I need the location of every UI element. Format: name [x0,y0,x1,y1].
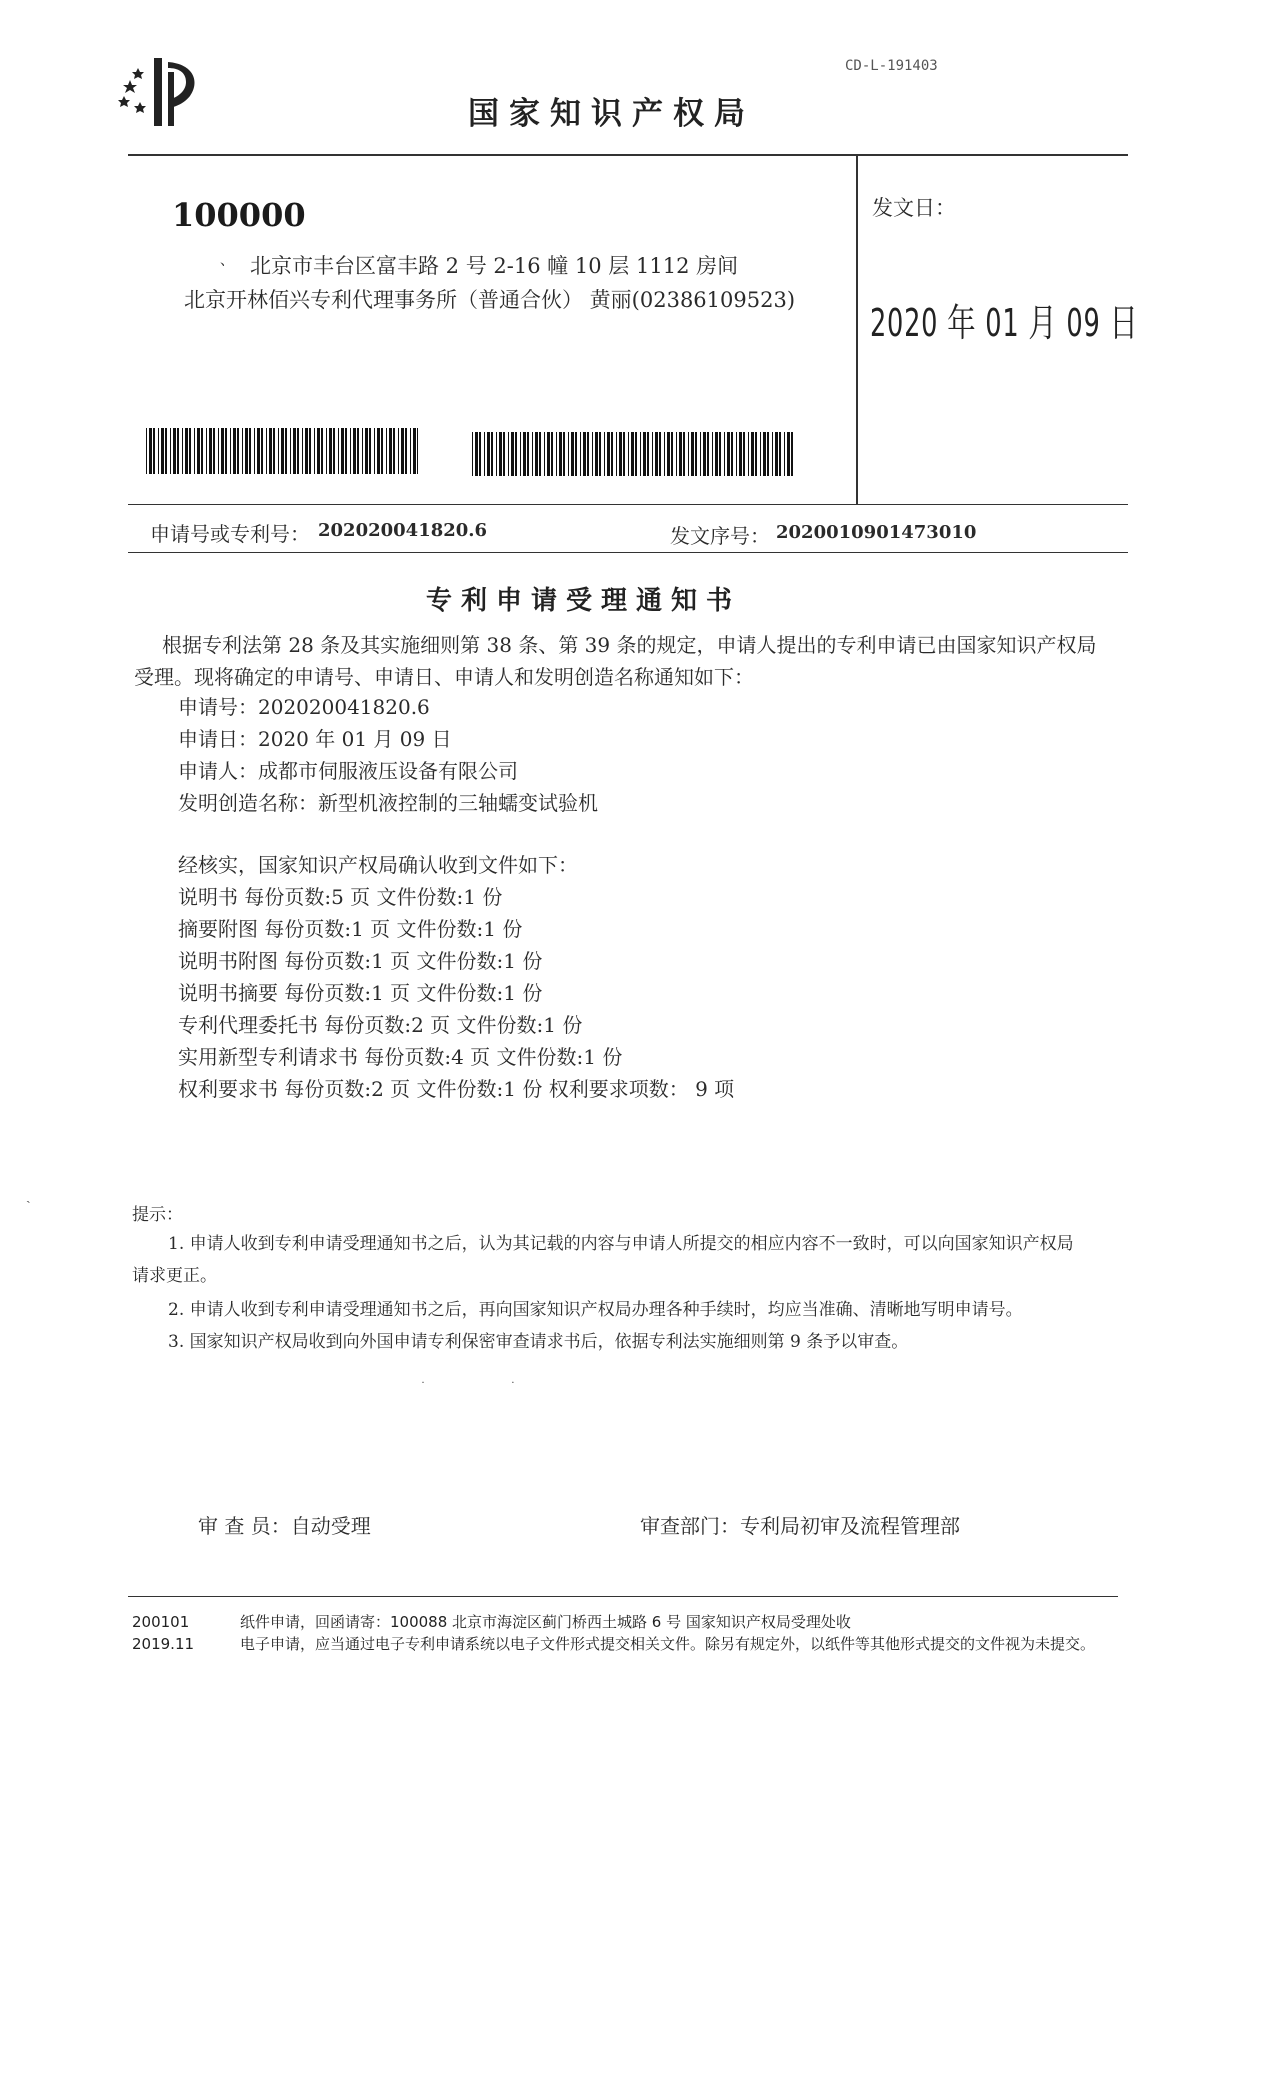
form-version-date: 2019.11 [132,1635,195,1653]
tip-item-continued: 请求更正。 [132,1266,217,1286]
divider [128,504,1128,505]
examiner: 审 查 员：自动受理 [198,1514,371,1538]
barcode [146,428,418,474]
tip-item: 3. 国家知识产权局收到向外国申请专利保密审查请求书后，依据专利法实施细则第 9 条予以审查。 [168,1332,909,1352]
file-entry: 权利要求书 每份页数:2 页 文件份数:1 份 权利要求项数： 9 项 [178,1077,735,1101]
tips-label: 提示： [132,1205,183,1225]
field-application-number: 申请号：202020041820.6 [178,695,430,719]
file-entry: 实用新型专利请求书 每份页数:4 页 文件份数:1 份 [178,1045,623,1069]
field-invention-title: 发明创造名称：新型机液控制的三轴蠕变试验机 [178,791,598,815]
notice-title: 专利申请受理通知书 [426,586,742,616]
send-number-label: 发文序号： [670,524,770,548]
verify-line: 经核实，国家知识产权局确认收到文件如下： [178,853,578,877]
electronic-filing-note: 电子申请，应当通过电子专利申请系统以电子文件形式提交相关文件。除另有规定外，以纸件等其他形式提交的文件视为未提交。 [240,1635,1096,1653]
recipient-agency: 北京开林佰兴专利代理事务所（普通合伙） 黄丽(02386109523) [184,288,796,312]
paper-filing-note: 纸件申请，回函请寄：100088 北京市海淀区蓟门桥西土城路 6 号 国家知识产权局受理处收 [240,1613,851,1631]
document-code: CD-L-191403 [845,58,938,74]
intro-text: 受理。现将确定的申请号、申请日、申请人和发明创造名称通知如下： [134,665,754,689]
file-entry: 说明书 每份页数:5 页 文件份数:1 份 [178,885,503,909]
examining-department: 审查部门：专利局初审及流程管理部 [640,1514,960,1538]
file-entry: 说明书摘要 每份页数:1 页 文件份数:1 份 [178,981,543,1005]
tip-item: 1. 申请人收到专利申请受理通知书之后，认为其记载的内容与申请人所提交的相应内容不一致时，可以向国家知识产权局 [168,1234,1074,1254]
file-entry: 说明书附图 每份页数:1 页 文件份数:1 份 [178,949,543,973]
field-applicant: 申请人：成都市伺服液压设备有限公司 [178,759,518,783]
send-date-label: 发文日： [872,196,956,220]
divider [856,154,858,504]
intro-text: 根据专利法第 28 条及其实施细则第 38 条、第 39 条的规定，申请人提出的专利申请已由国家知识产权局 [162,633,1097,657]
form-code: 200101 [132,1613,190,1631]
send-date-value: 2020 年 01 月 09 日 [870,301,1139,345]
file-entry: 摘要附图 每份页数:1 页 文件份数:1 份 [178,917,523,941]
bullet-dot: 、 [220,253,234,269]
divider [128,154,1128,156]
field-application-date: 申请日：2020 年 01 月 09 日 [178,727,452,751]
divider [128,552,1128,553]
scan-mark: ˏ [26,1188,31,1204]
send-number-value: 2020010901473010 [776,522,977,543]
postcode: 100000 [172,196,306,234]
divider [128,1596,1118,1597]
recipient-address: 北京市丰台区富丰路 2 号 2-16 幢 10 层 1112 房间 [250,254,739,278]
file-entry: 专利代理委托书 每份页数:2 页 文件份数:1 份 [178,1013,583,1037]
office-title: 国家知识产权局 [468,96,755,132]
barcode [472,432,794,476]
application-number-label: 申请号或专利号： [150,522,310,546]
scan-specks: ˙ ˙ [420,1380,556,1394]
tip-item: 2. 申请人收到专利申请受理通知书之后，再向国家知识产权局办理各种手续时，均应当准确、清晰地写明申请号。 [168,1300,1023,1320]
application-number-value: 202020041820.6 [318,520,488,541]
cnipa-logo-icon [118,52,208,128]
